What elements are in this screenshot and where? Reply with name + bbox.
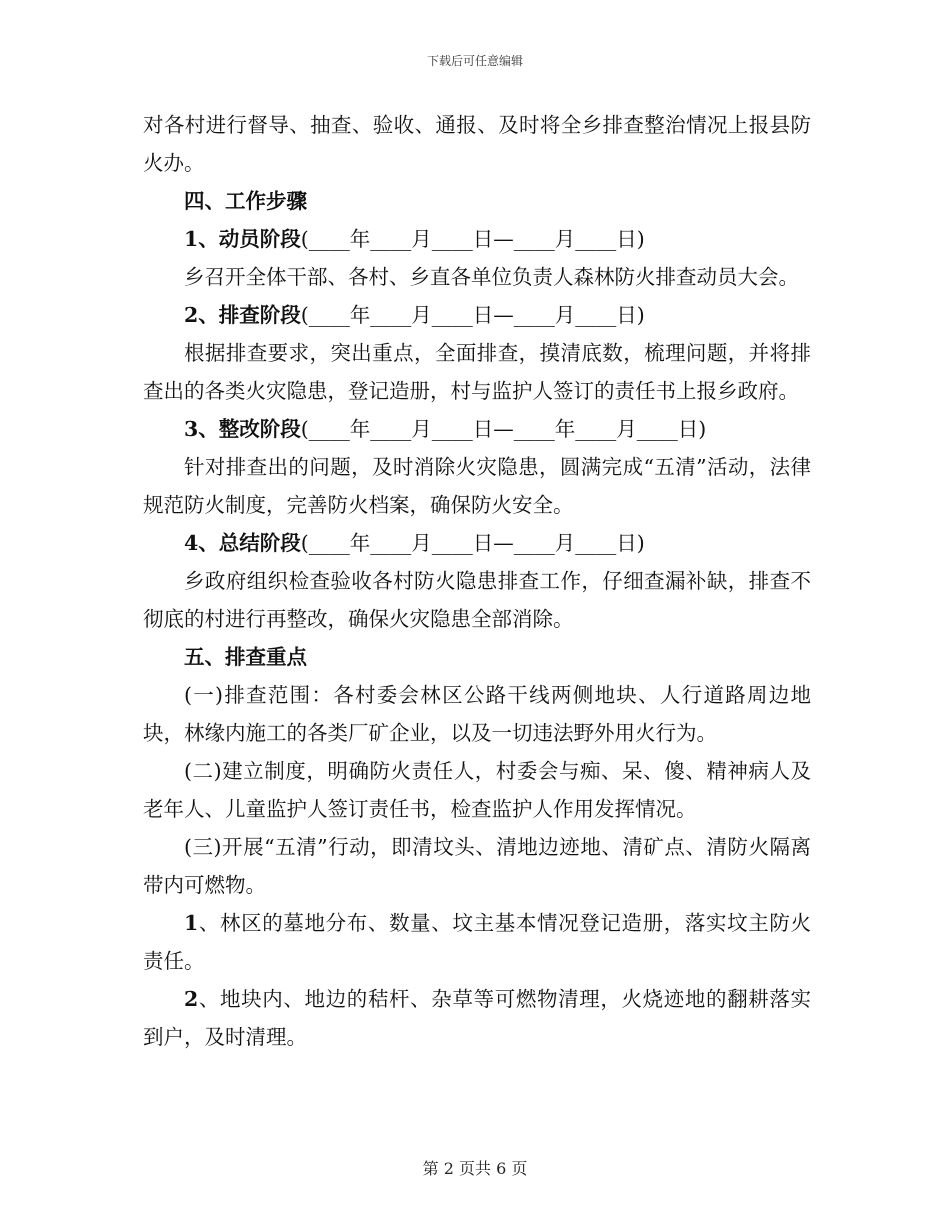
step-summary [143, 524, 811, 562]
section-heading-work-steps: 四、工作步骤 [184, 189, 307, 213]
step-label: 3、整改阶段 [184, 417, 301, 441]
page-header: 下载后可任意编辑 [426, 54, 523, 68]
numbered-item-1 [143, 904, 811, 980]
paragraph-mobilization: 乡召开全体干部、各村、乡直各单位负责人森林防火排查动员大会。 [184, 265, 799, 289]
step-rectification [143, 410, 811, 448]
paragraph-continued: 对各村进行督导、抽查、验收、通报、及时将全乡排查整治情况上报县防火办。 [143, 113, 811, 175]
step-label: 4、总结阶段 [184, 531, 301, 555]
number-label: 2 [184, 987, 199, 1011]
page-footer: 第 2 页共 6 页 [422, 1159, 528, 1178]
numbered-item-text: 、林区的墓地分布、数量、坟主基本情况登记造册，落实坟主防火责任。 [143, 911, 811, 973]
step-dates: (____年____月____日—____月____日) [300, 531, 645, 555]
number-label: 1 [184, 911, 199, 935]
step-dates: (____年____月____日—____年____月____日) [300, 417, 707, 441]
numbered-item-text: 、地块内、地边的秸杆、杂草等可燃物清理，火烧迹地的翻耕落实到户，及时清理。 [143, 987, 811, 1049]
section-heading-inspection-focus: 五、排查重点 [184, 645, 307, 669]
paragraph-inspection: 根据排查要求，突出重点，全面排查，摸清底数，梳理问题，并将排查出的各类火灾隐患，登记造册，村与监护人签订的责任书上报乡政府。 [143, 341, 811, 403]
numbered-item-2 [143, 980, 811, 1056]
step-mobilization [143, 220, 811, 258]
document-body [143, 106, 811, 1056]
step-label: 2、排查阶段 [184, 303, 301, 327]
step-inspection [143, 296, 811, 334]
step-dates: (____年____月____日—____月____日) [300, 227, 645, 251]
paragraph-item-3: (三)开展“五清”行动，即清坟头、清地边迹地、清矿点、清防火隔离带内可燃物。 [143, 835, 811, 897]
paragraph-item-2: (二)建立制度，明确防火责任人，村委会与痴、呆、傻、精神病人及老年人、儿童监护人签订责任书，检查监护人作用发挥情况。 [143, 759, 811, 821]
paragraph-item-1: (一)排查范围：各村委会林区公路干线两侧地块、人行道路周边地块，林缘内施工的各类厂矿企业，以及一切违法野外用火行为。 [143, 683, 811, 745]
paragraph-summary: 乡政府组织检查验收各村防火隐患排查工作，仔细查漏补缺，排查不彻底的村进行再整改，确保火灾隐患全部消除。 [143, 569, 811, 631]
paragraph-rectification: 针对排查出的问题，及时消除火灾隐患，圆满完成“五清”活动，法律规范防火制度，完善防火档案，确保防火安全。 [143, 455, 811, 517]
step-dates: (____年____月____日—____月____日) [300, 303, 645, 327]
step-label: 1、动员阶段 [184, 227, 301, 251]
